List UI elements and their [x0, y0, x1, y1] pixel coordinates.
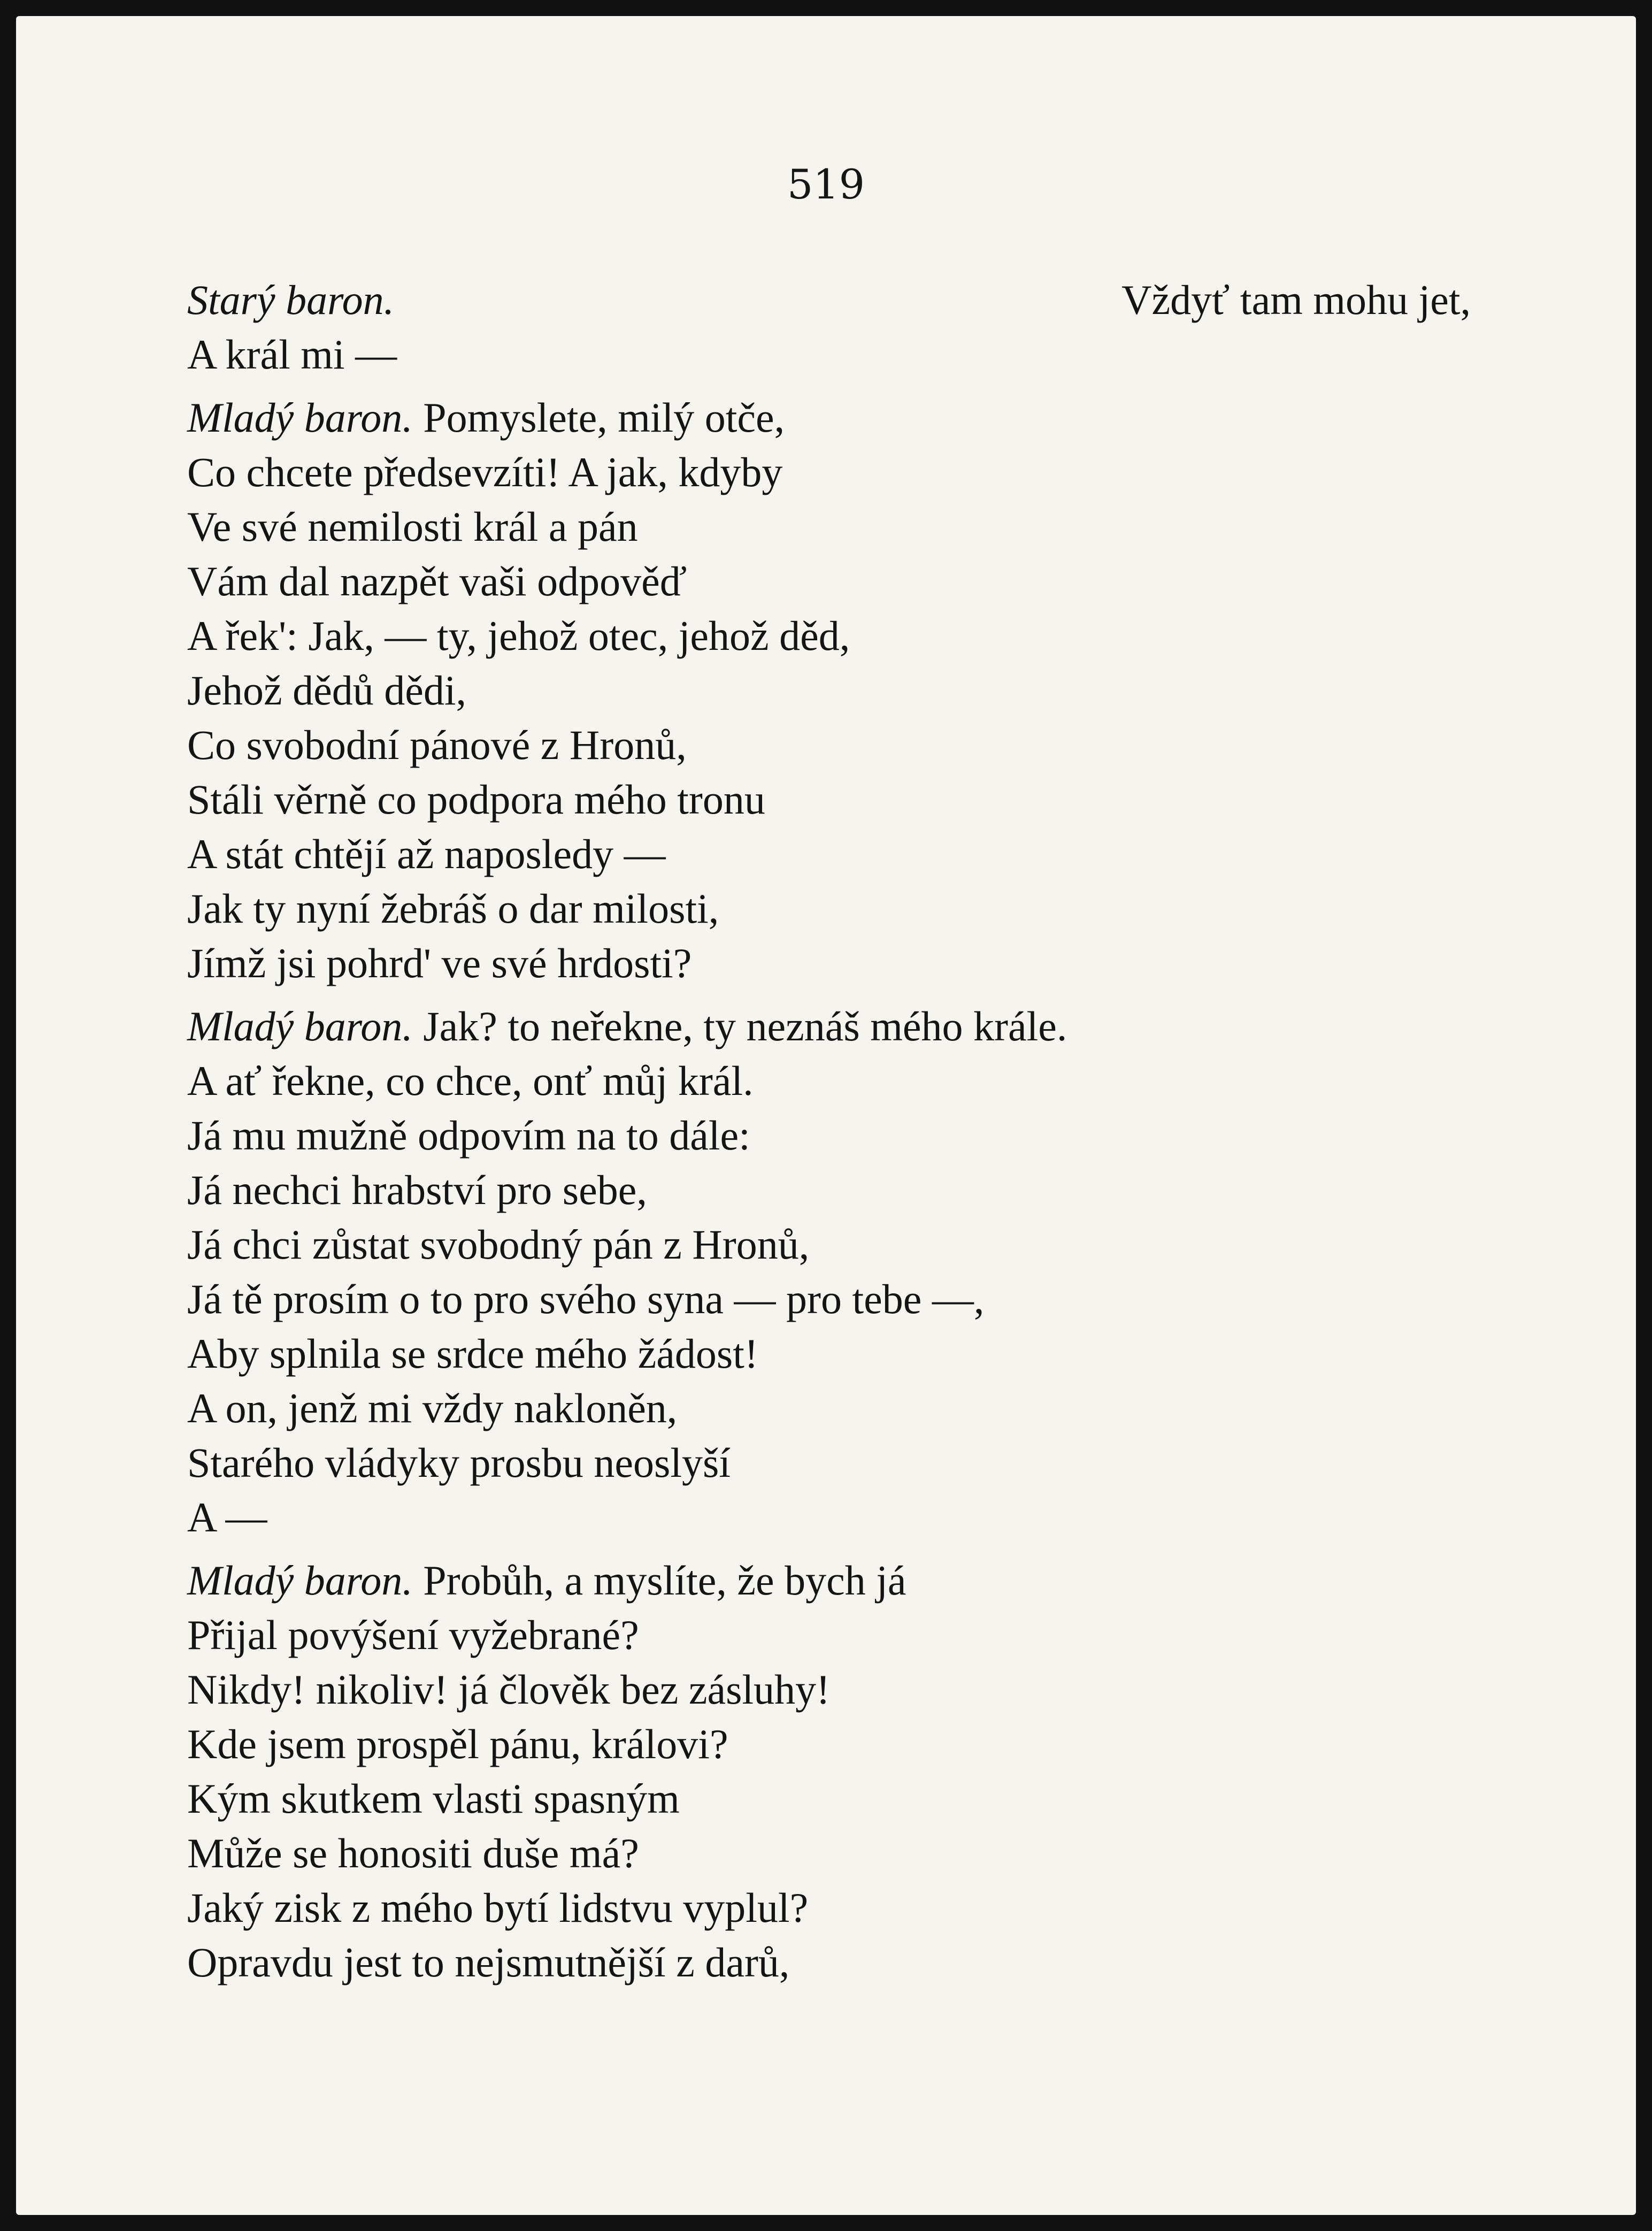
text-line: Kde jsem prospěl pánu, královi? — [187, 1721, 728, 1767]
stanza-gap — [187, 382, 1471, 390]
line-text: Probůh, a myslíte, že bych já — [412, 1557, 906, 1604]
text-line: A — — [187, 1494, 267, 1540]
text-line: Starého vládyky prosbu neoslyší — [187, 1439, 731, 1486]
poem-text — [187, 273, 1471, 1990]
text-line: A ať řekne, co chce, onť můj král. — [187, 1057, 754, 1104]
speaker-name: Mladý baron. — [187, 1003, 413, 1049]
page-number: 519 — [787, 160, 865, 208]
speaker-name: Mladý baron. — [187, 394, 413, 441]
text-line — [187, 999, 1471, 1054]
text-line: A on, jenž mi vždy nakloněn, — [187, 1385, 678, 1431]
text-line: Aby splnila se srdce mého žádost! — [187, 1330, 758, 1377]
text-line: Stáli věrně co podpora mého tronu — [187, 776, 765, 823]
line-text: Pomyslete, milý otče, — [412, 394, 785, 441]
text-line: Kým skutkem vlasti spasným — [187, 1775, 680, 1822]
text-line: A řek': Jak, — ty, jehož otec, jehož děd, — [187, 612, 850, 659]
line-text: Vždyť tam mohu jet, — [1121, 277, 1471, 323]
text-line: Opravdu jest to nejsmutnější z darů, — [187, 1939, 790, 1985]
text-line — [187, 390, 1471, 445]
text-line: A stát chtějí až naposledy — — [187, 831, 666, 877]
speaker-name: Mladý baron. — [187, 1557, 413, 1604]
text-line: Vám dal nazpět vaši odpověď — [187, 558, 687, 604]
text-line: Nikdy! nikoliv! já člověk bez zásluhy! — [187, 1666, 831, 1713]
text-line — [187, 273, 1471, 327]
text-line: Co svobodní pánové z Hronů, — [187, 722, 687, 768]
text-line: Přijal povýšení vyžebrané? — [187, 1612, 639, 1658]
stanza-gap — [187, 1545, 1471, 1553]
line-text: Jak? to neřekne, ty neznáš mého krále. — [412, 1003, 1067, 1049]
stanza-gap — [187, 991, 1471, 999]
text-line: Ve své nemilosti král a pán — [187, 503, 638, 550]
text-line: Já nechci hrabství pro sebe, — [187, 1167, 647, 1213]
text-line — [187, 1553, 1471, 1608]
text-line: Jehož dědů dědi, — [187, 667, 467, 714]
text-line: Může se honositi duše má? — [187, 1830, 639, 1876]
text-line: Co chcete předsevzíti! A jak, kdyby — [187, 449, 783, 495]
text-line: A král mi — — [187, 331, 397, 378]
text-line: Já mu mužně odpovím na to dále: — [187, 1112, 750, 1159]
text-line: Jímž jsi pohrd' ve své hrdosti? — [187, 940, 692, 986]
text-line: Já tě prosím o to pro svého syna — pro tebe —, — [187, 1276, 985, 1322]
text-line: Jak ty nyní žebráš o dar milosti, — [187, 885, 719, 932]
book-page — [16, 16, 1636, 2215]
speaker-name: Starý baron. — [187, 277, 395, 323]
text-line: Já chci zůstat svobodný pán z Hronů, — [187, 1221, 810, 1268]
text-line: Jaký zisk z mého bytí lidstvu vyplul? — [187, 1884, 809, 1931]
